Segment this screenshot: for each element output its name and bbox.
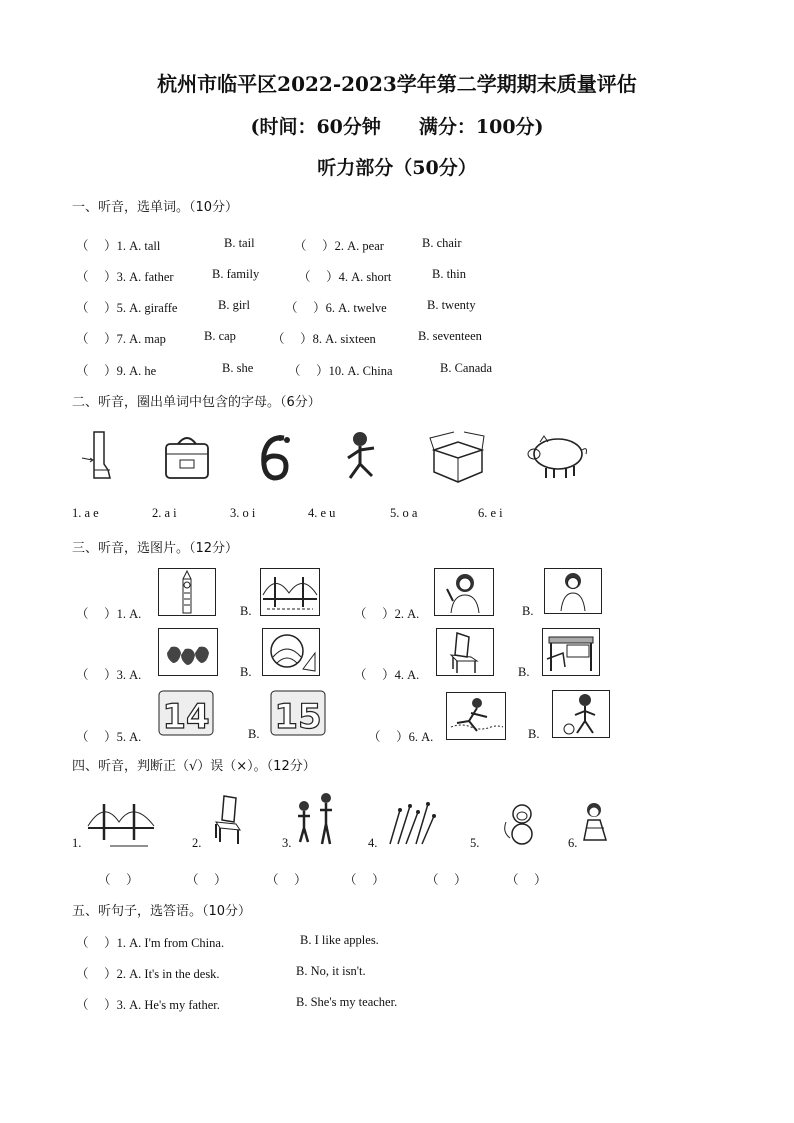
- desk-picture: [542, 628, 600, 676]
- s1-row1-a: （ ）1. A. tall: [76, 239, 161, 253]
- s1-row1-b: B. tail: [224, 236, 255, 250]
- s1-row4-c: （ ）8. A. sixteen: [272, 332, 376, 346]
- s4-label1: 1.: [72, 836, 82, 850]
- s4-answer6[interactable]: （ ）: [506, 873, 547, 887]
- s3-q3-label: （ ）3. A.: [76, 668, 142, 682]
- s3-q5-b: B.: [248, 727, 260, 741]
- s5-row3-b: B. She's my teacher.: [296, 995, 398, 1009]
- s2-item2: 2. a i: [152, 506, 177, 520]
- s4-answer4[interactable]: （ ）: [344, 873, 385, 887]
- section1-heading: 一、听音，选单词。（10分）: [72, 200, 239, 215]
- s1-row1-d: B. chair: [422, 236, 462, 250]
- running-boy-icon: [342, 430, 382, 486]
- s4-answer1[interactable]: （ ）: [98, 873, 139, 887]
- s3-q5-label: （ ）5. A.: [76, 730, 142, 744]
- page-subtitle: (时间：60分钟 满分：100分): [250, 116, 544, 138]
- part-heading: 听力部分（50分）: [317, 157, 477, 179]
- page-title: 杭州市临平区2022-2023学年第二学期期末质量评估: [157, 72, 637, 96]
- s5-row1-a: （ ）1. A. I'm from China.: [76, 936, 225, 950]
- s3-q4-label: （ ）4. A.: [354, 668, 420, 682]
- s3-q6-b: B.: [528, 727, 540, 741]
- football-picture: [552, 690, 610, 738]
- s1-row5-d: B. Canada: [440, 361, 493, 375]
- s1-row3-d: B. twenty: [427, 298, 476, 312]
- s3-q4-b: B.: [518, 665, 530, 679]
- s1-row4-d: B. seventeen: [418, 329, 482, 343]
- s2-item4: 4. e u: [308, 506, 336, 520]
- s4-label3: 3.: [282, 836, 292, 850]
- s4-label2: 2.: [192, 836, 202, 850]
- section3-heading: 三、听音，选图片。（12分）: [72, 541, 239, 556]
- s1-row5-b: B. she: [222, 361, 254, 375]
- number-14-text: 14: [162, 697, 210, 736]
- s1-row2-d: B. thin: [432, 267, 467, 281]
- s1-row2-a: （ ）3. A. father: [76, 270, 174, 284]
- chair-icon: [206, 794, 246, 846]
- s1-row1-c: （ ）2. A. pear: [294, 239, 384, 253]
- s4-label4: 4.: [368, 836, 378, 850]
- section5-heading: 五、听句子，选答语。（10分）: [72, 904, 252, 919]
- s2-item1: 1. a e: [72, 506, 99, 520]
- s1-row2-c: （ ）4. A. short: [298, 270, 392, 284]
- s4-answer2[interactable]: （ ）: [186, 873, 227, 887]
- leg-icon: [80, 430, 116, 486]
- s4-label5: 5.: [470, 836, 480, 850]
- s2-item6: 6. e i: [478, 506, 503, 520]
- s1-row3-a: （ ）5. A. giraffe: [76, 301, 178, 315]
- section2-heading: 二、听音，圈出单词中包含的字母。（6分）: [72, 395, 321, 410]
- swimming-picture: [446, 692, 506, 740]
- s1-row2-b: B. family: [212, 267, 260, 281]
- s1-row4-a: （ ）7. A. map: [76, 332, 166, 346]
- s2-item5: 5. o a: [390, 506, 418, 520]
- bridge-icon: [86, 800, 156, 848]
- s3-q2-b: B.: [522, 604, 534, 618]
- s3-q2-label: （ ）2. A.: [354, 607, 420, 621]
- s5-row2-a: （ ）2. A. It's in the desk.: [76, 967, 220, 981]
- s4-answer5[interactable]: （ ）: [426, 873, 467, 887]
- s5-row2-b: B. No, it isn't.: [296, 964, 366, 978]
- number-15-picture: [270, 690, 326, 736]
- s4-label6: 6.: [568, 836, 578, 850]
- pig-icon: [524, 430, 590, 480]
- bag-icon: [160, 432, 214, 482]
- big-ben-picture: [158, 568, 216, 616]
- s3-q1-b: B.: [240, 604, 252, 618]
- s1-row5-c: （ ）10. A. China: [288, 364, 393, 378]
- s1-row5-a: （ ）9. A. he: [76, 364, 157, 378]
- boy-picture: [544, 568, 602, 614]
- bridge-picture-a: [260, 568, 320, 616]
- s3-q3-b: B.: [240, 665, 252, 679]
- section4-heading: 四、听音，判断正（√）误（×）。（12分）: [72, 759, 316, 774]
- s3-q1-label: （ ）1. A.: [76, 607, 142, 621]
- monkey-icon: [500, 802, 540, 848]
- s1-row3-b: B. girl: [218, 298, 250, 312]
- girl-icon: [580, 800, 610, 848]
- strawberries-picture: [158, 628, 218, 676]
- s5-row1-b: B. I like apples.: [300, 933, 379, 947]
- s5-row3-a: （ ）3. A. He's my father.: [76, 998, 220, 1012]
- s1-row3-c: （ ）6. A. twelve: [285, 301, 387, 315]
- s4-answer3[interactable]: （ ）: [266, 873, 307, 887]
- watermelon-picture: [262, 628, 320, 676]
- number-14-picture: [158, 690, 214, 736]
- woman-picture: [434, 568, 494, 616]
- flowers-icon: [382, 798, 438, 846]
- s2-item3: 3. o i: [230, 506, 256, 520]
- box-icon: [428, 430, 486, 484]
- s3-q6-label: （ ）6. A.: [368, 730, 434, 744]
- number-six-icon: [254, 430, 294, 484]
- number-15-text: 15: [274, 697, 322, 736]
- chair-picture: [436, 628, 494, 676]
- two-boys-icon: [294, 792, 338, 846]
- s1-row4-b: B. cap: [204, 329, 236, 343]
